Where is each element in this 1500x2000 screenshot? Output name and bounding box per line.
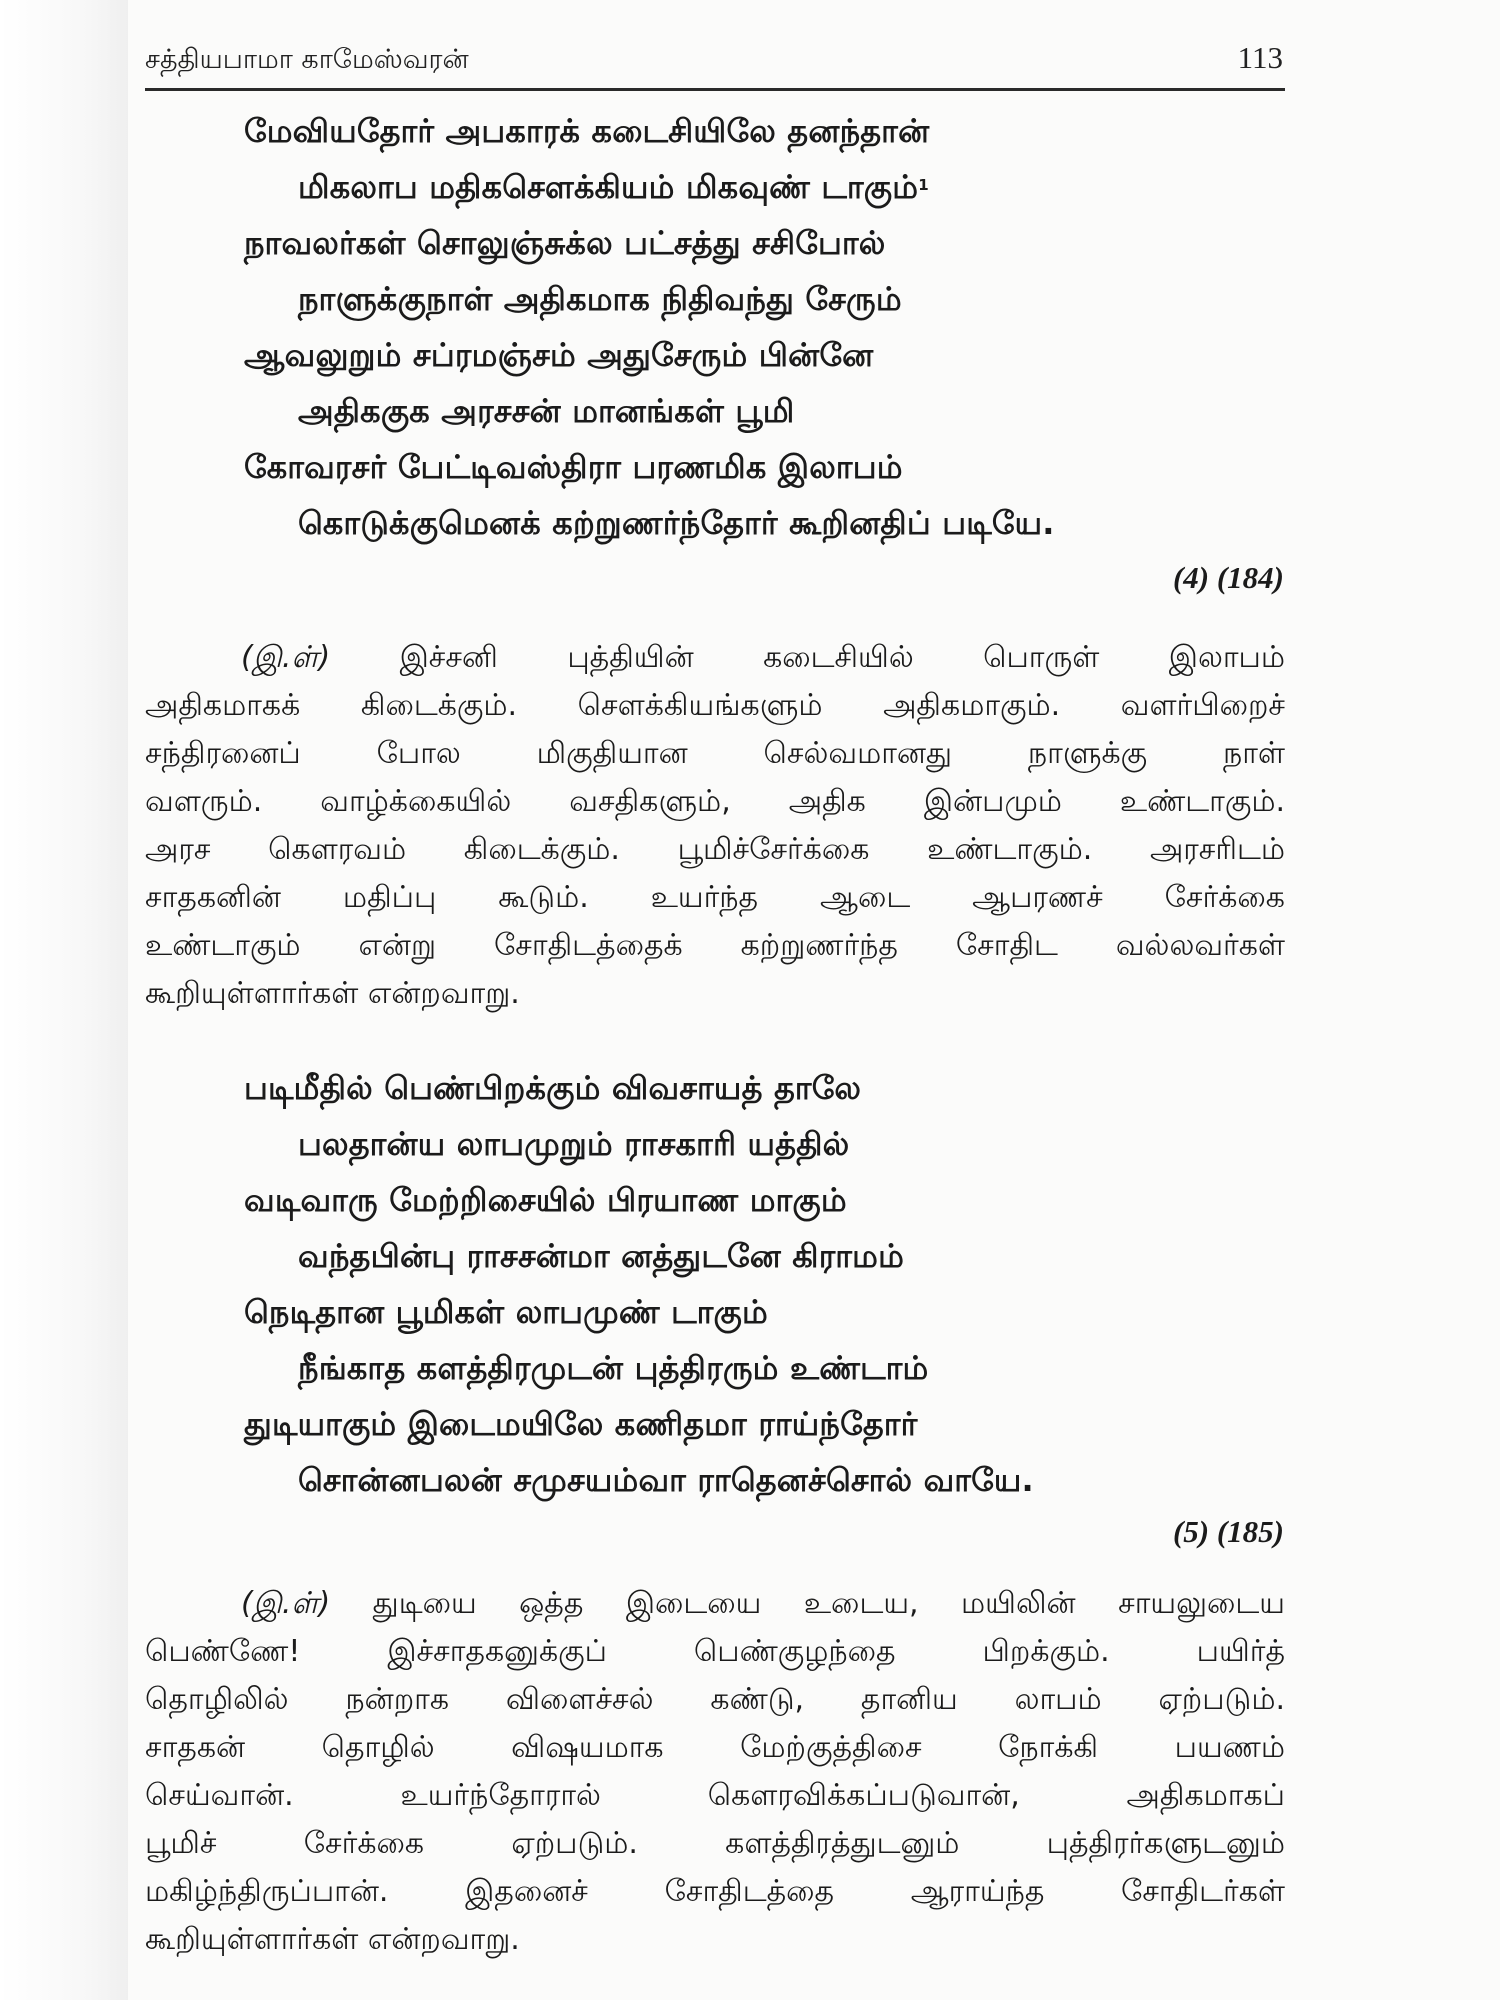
prose-line: கூறியுள்ளார்கள் என்றவாறு. [145,976,520,1011]
prose-line: சாதகனின் மதிப்பு கூடும். உயர்ந்த ஆடை ஆபரணச் சேர்க்கை [145,880,1285,915]
prose-line: வளரும். வாழ்க்கையில் வசதிகளும், அதிக இன்பமும் உண்டாகும். [145,784,1285,819]
verse-line: நாளுக்குநாள் அதிகமாக நிதிவந்து சேரும் [298,280,902,318]
verse-line: நீங்காத களத்திரமுடன் புத்திரரும் உண்டாம் [298,1349,929,1387]
verse-line: மிகலாப மதிகசௌக்கியம் மிகவுண் டாகும்$^1$ [298,168,929,206]
verse-line: அதிககுக அரசசன் மானங்கள் பூமி [298,392,795,430]
verse-line: மேவியதோர் அபகாரக் கடைசியிலே தனந்தான் [244,112,930,150]
verse-reference: (5) (185) [1172,1514,1284,1549]
prose-line: (இ.ள்) துடியை ஒத்த இடையை உடைய, மயிலின் சாயலுடைய [241,1586,1285,1621]
prose-line: சந்திரனைப் போல மிகுதியான செல்வமானது நாளுக்கு நாள் [145,736,1285,771]
verse-line: நாவலர்கள் சொலுஞ்சுக்ல பட்சத்து சசிபோல் [244,224,886,262]
prose-line: உண்டாகும் என்று சோதிடத்தைக் கற்றுணர்ந்த சோதிட வல்லவர்கள் [145,928,1285,963]
prose-line: அதிகமாகக் கிடைக்கும். சௌக்கியங்களும் அதிகமாகும். வளர்பிறைச் [145,688,1285,723]
header-rule [145,88,1285,91]
prose-line: (இ.ள்) இச்சனி புத்தியின் கடைசியில் பொருள் இலாபம் [241,640,1285,675]
verse-reference: (4) (184) [1172,560,1284,595]
prose-line: பூமிச் சேர்க்கை ஏற்படும். களத்திரத்துடனும் புத்திரர்களுடனும் [145,1826,1285,1861]
verse-line: நெடிதான பூமிகள் லாபமுண் டாகும் [244,1293,768,1331]
author-name: சத்தியபாமா காமேஸ்வரன் [145,44,469,75]
commentary-marker: (இ.ள்) [241,640,331,675]
verse-line: கோவரசர் பேட்டிவஸ்திரா பரணமிக இலாபம் [244,448,903,486]
verse-block-4 [244,103,1284,551]
commentary-marker: (இ.ள்) [241,1586,331,1621]
verse-line: படிமீதில் பெண்பிறக்கும் விவசாயத் தாலே [244,1069,862,1107]
prose-line: அரச கௌரவம் கிடைக்கும். பூமிச்சேர்க்கை உண்டாகும். அரசரிடம் [145,832,1285,867]
verse-line: சொன்னபலன் சமுசயம்வா ராதெனச்சொல் வாயே. [298,1461,1034,1499]
running-header [145,38,1283,94]
prose-line: மகிழ்ந்திருப்பான். இதனைச் சோதிடத்தை ஆராய்ந்த சோதிடர்கள் [145,1874,1285,1909]
verse-line: பலதான்ய லாபமுறும் ராசகாரி யத்தில் [298,1125,850,1163]
verse-block-5 [244,1060,1284,1508]
prose-line: தொழிலில் நன்றாக விளைச்சல் கண்டு, தானிய லாபம் ஏற்படும். [145,1682,1285,1717]
prose-line: கூறியுள்ளார்கள் என்றவாறு. [145,1922,520,1957]
verse-line: கொடுக்குமெனக் கற்றுணர்ந்தோர் கூறினதிப் படியே. [298,504,1055,542]
verse-line: வந்தபின்பு ராசசன்மா னத்துடனே கிராமம் [298,1237,905,1275]
verse-line: ஆவலுறும் சப்ரமஞ்சம் அதுசேரும் பின்னே [244,336,874,374]
scan-edge-shadow [0,0,128,2000]
page-number: 113 [1237,40,1283,75]
prose-line: செய்வான். உயர்ந்தோரால் கௌரவிக்கப்படுவான், அதிகமாகப் [145,1778,1285,1813]
prose-line: பெண்ணே! இச்சாதகனுக்குப் பெண்குழந்தை பிறக்கும். பயிர்த் [145,1634,1285,1669]
prose-line: சாதகன் தொழில் விஷயமாக மேற்குத்திசை நோக்கி பயணம் [145,1730,1285,1765]
verse-line: துடியாகும் இடைமயிலே கணிதமா ராய்ந்தோர் [244,1405,918,1443]
commentary-block-4 [145,634,1285,1018]
verse-line: வடிவாரு மேற்றிசையில் பிரயாண மாகும் [244,1181,847,1219]
commentary-block-5 [145,1580,1285,1964]
footnote-mark: 1 [918,176,929,194]
